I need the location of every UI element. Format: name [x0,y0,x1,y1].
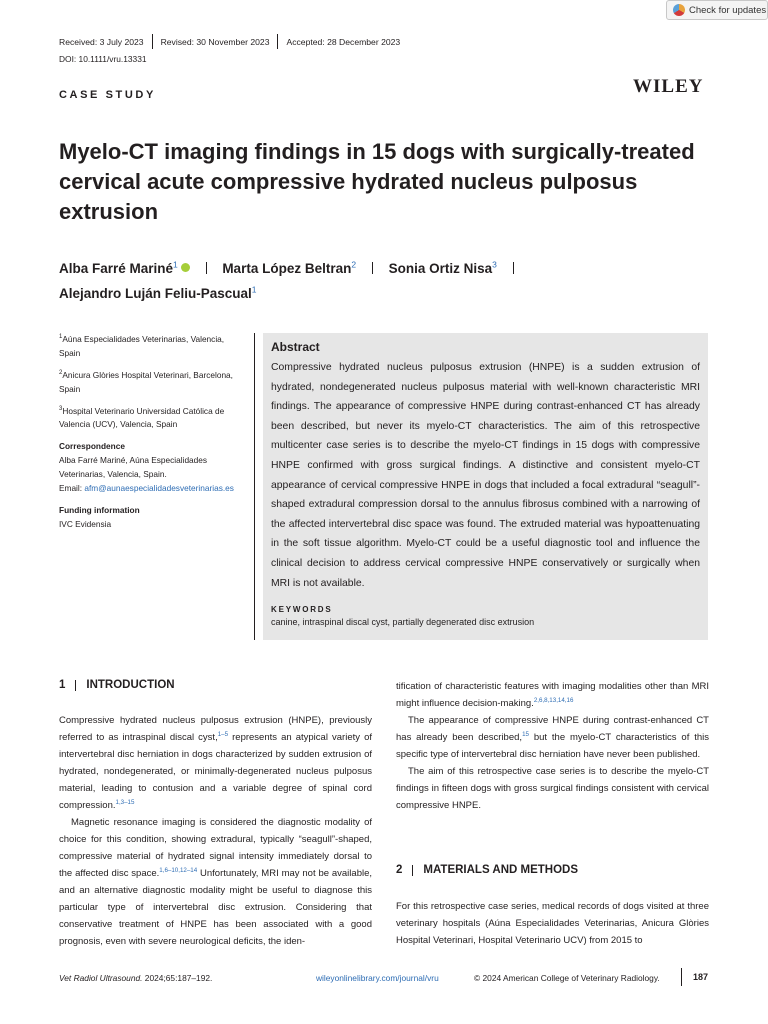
paragraph: For this retrospective case series, medical records of dogs visited at three veterinary hospitals (Aúna Especialidades Veterinarias, Anicura Glòries Hospital Veterinari, Hospital Veterinario UCV) from 2015 to [396,901,709,946]
doi: DOI: 10.1111/vru.13331 [59,54,147,64]
correspondence-email: Email: afm@aunaespecialidadesveterinarias.es [59,483,234,494]
section-heading-methods: 2 MATERIALS AND METHODS [396,864,579,876]
paragraph: Compressive hydrated nucleus pulposus extrusion (HNPE), previously referred to as intraspinal discal cyst,$^{1-5}$ represents an atypical variety of intervertebral disc herniation in dogs characterized by sudden extrusion of hydrated, nondegenerated, or minimally-degenerated nucleus pulposus material, leading to contusion and a variable degree of spinal cord compression.$^{1,3-15}$ [59,715,372,811]
article-dates [59,34,400,49]
funding-heading: Funding information [59,505,140,516]
divider [372,262,373,274]
correspondence-heading: Correspondence [59,441,125,452]
email-link[interactable]: afm@aunaespecialidadesveterinarias.es [84,483,234,494]
divider [412,865,413,876]
affiliation: $^3$Hospital Veterinario Universidad Católica de Valencia (UCV), Valencia, Spain [59,405,225,430]
body-column-right-methods [396,898,709,949]
author-affiliation-ref: 3 [492,259,497,270]
column-divider [254,333,255,640]
body-column-right [396,678,709,814]
body-column-left [59,712,372,950]
citation-link[interactable]: 1–5 [217,730,229,738]
journal-link[interactable]: wileyonlinelibrary.com/journal/vru [316,973,439,983]
affiliation: $^2$Anicura Glòries Hospital Veterinari, Barcelona, Spain [59,369,233,394]
correspondence-text: Alba Farré Mariné, Aúna Especialidades Veterinarias, Valencia, Spain. [59,455,208,480]
copyright: © 2024 American College of Veterinary Radiology. [474,973,660,983]
citation-link[interactable]: 1,6–10,12–14 [159,866,198,874]
author-list [59,256,719,306]
author-name[interactable]: Sonia Ortiz Nisa [388,261,493,276]
article-type: CASE STUDY [59,89,156,101]
journal-citation: Vet Radiol Ultrasound. 2024;65:187–192. [59,973,213,983]
divider [681,968,682,986]
divider [75,680,76,691]
received-date: Received: 3 July 2023 [59,36,144,47]
funding-text: IVC Evidensia [59,519,112,530]
abstract-box [263,333,708,640]
section-heading-introduction: 1 INTRODUCTION [59,679,175,691]
author-name[interactable]: Alba Farré Mariné [59,261,174,276]
paragraph: The appearance of compressive HNPE during contrast-enhanced CT has already been described,$^{15}$ but the myelo-CT characteristics of this specific type of intervertebral disc herniation have never been published. [396,715,710,760]
abstract-text: Compressive hydrated nucleus pulposus extrusion (HNPE) is a sudden extrusion of hydrated, nondegenerated nucleus pulposus material with well-known characteristic MRI findings. The appearance of compressive HNPE during contrast-enhanced CT has already been described, but never its myelo-CT characteristics. The aim of this retrospective multicenter case series is to describe the myelo-CT findings in 15 dogs with compressive HNPE confirmed with gross surgical findings. A distinctive and consistent myelo-CT appearance of cervical compressive HNPE in dogs that included a focal extradural “seagull”-shaped extradural compression dorsal to the annulus fibrosus combined with a narrowing of the affected intervertebral disc space was found. The extruded material was hypoattenuating in the soft tissue algorithm. Myelo-CT could be a useful diagnostic tool and influence the clinical decision to address cervical compressive HNPE conservatively or surgically when MRI is not available. [271,362,700,589]
author-name[interactable]: Marta López Beltran [222,261,352,276]
revised-date: Revised: 30 November 2023 [160,36,270,47]
author-affiliation-ref: 2 [351,259,357,270]
divider [206,262,207,274]
citation-link[interactable]: 15 [522,730,529,738]
divider [277,34,278,49]
author-affiliation-ref: 1 [173,259,178,270]
affiliation: $^1$Aúna Especialidades Veterinarias, Valencia, Spain [59,333,225,358]
orcid-icon[interactable] [181,263,190,272]
paragraph: Magnetic resonance imaging is considered the diagnostic modality of choice for this condition, showing extradural, typically “seagull”-shaped, compressive material of hydrated signal intensity immediately dorsal to the affected disc space.$^{1,6-10,12-14}$ Unfortunately, MRI may not be available, and an alternative diagnostic modality might be useful to diagnose this particular type of intervertebral disc extrusion. Considering that conservative treatment of HNPE has been associated with a good prognosis, even with severe neurological deficits, the iden- [59,817,373,947]
keywords-text: canine, intraspinal discal cyst, partially degenerated disc extrusion [271,617,535,628]
check-for-updates-button[interactable] [666,0,768,20]
keywords-heading: KEYWORDS [271,605,333,615]
crossmark-icon [673,4,685,16]
publisher-logo: WILEY [633,76,704,97]
paragraph: The aim of this retrospective case series is to describe the myelo-CT findings in fifteen dogs with gross surgical findings consistent with cervical compressive HNPE. [396,766,709,811]
paragraph: tification of characteristic features with imaging modalities other than MRI might influence decision-making.$^{2,6,8,13,14,16}$ [396,681,709,709]
accepted-date: Accepted: 28 December 2023 [286,36,401,47]
author-affiliation-ref: 1 [251,284,257,295]
page-number: 187 [693,972,709,982]
citation-link[interactable]: 1,3–15 [115,798,135,806]
divider [513,262,514,274]
author-name[interactable]: Alejandro Luján Feliu-Pascual [59,286,252,301]
affiliations-column [59,330,244,537]
citation-link[interactable]: 2,6,8,13,14,16 [533,696,574,704]
check-for-updates-label: Check for updates [689,4,767,16]
article-title: Myelo-CT imaging findings in 15 dogs with surgically-treated cervical acute compressive hydrated nucleus pulposus extrusion [59,139,695,224]
abstract-heading: Abstract [271,340,320,354]
divider [152,34,153,49]
